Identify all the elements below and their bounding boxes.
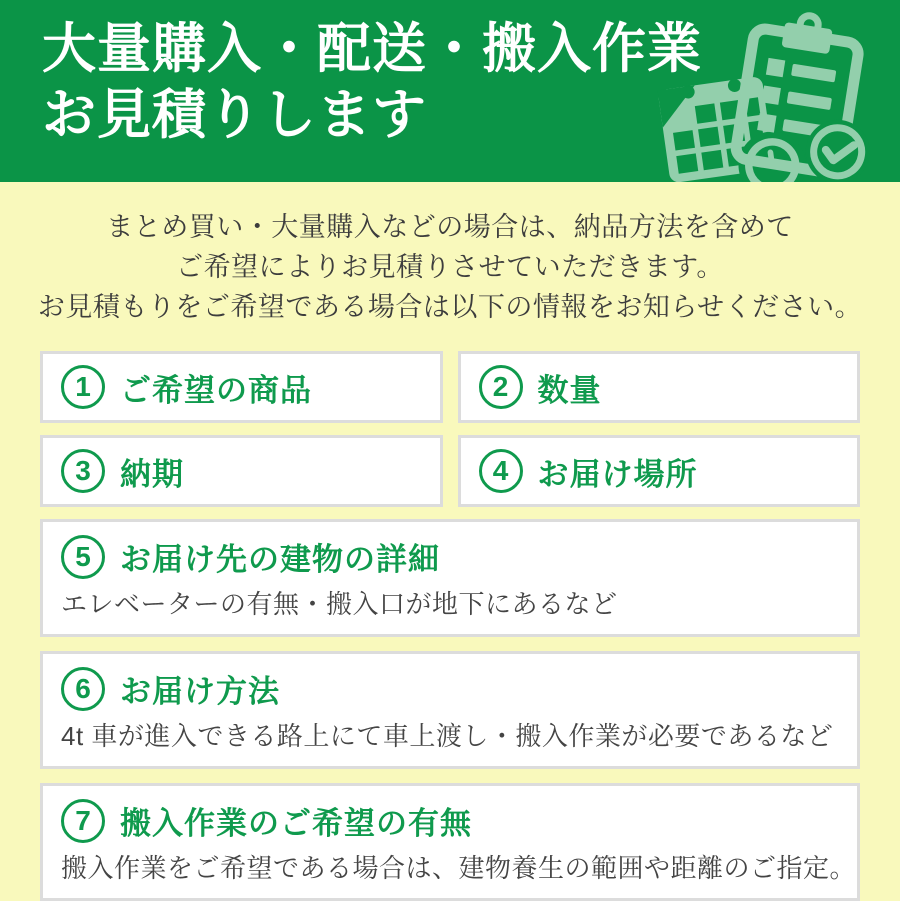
item-number-badge: 2 — [479, 365, 523, 409]
item-number-badge: 4 — [479, 449, 523, 493]
item-label: ご希望の商品 — [120, 372, 312, 408]
intro-line-3: お見積もりをご希望である場合は以下の情報をお知らせください。 — [37, 292, 863, 322]
item-note: 4t 車が進入できる路上にて車上渡し・搬入作業が必要であるなど — [61, 721, 834, 751]
item-label: お届け先の建物の詳細 — [120, 542, 440, 577]
clipboard-check-icon — [718, 1, 892, 182]
item-heading — [61, 666, 839, 711]
intro-line-2: ご希望によりお見積りさせていただきます。 — [176, 252, 724, 282]
item-label: 搬入作業のご希望の有無 — [120, 806, 472, 841]
intro-text — [0, 207, 900, 327]
item-box-delivery-method — [40, 651, 860, 769]
item-label: お届け場所 — [537, 456, 698, 492]
title-line-1: 大量購入・配送・搬入作業 — [42, 19, 702, 79]
row-1 — [40, 351, 860, 423]
item-box-desired-product — [40, 351, 443, 423]
item-box-delivery-location — [458, 435, 861, 507]
item-note: エレベーターの有無・搬入口が地下にあるなど — [61, 589, 618, 619]
item-label: お届け方法 — [120, 674, 280, 709]
row-2 — [40, 435, 860, 507]
item-box-building-details — [40, 519, 860, 637]
item-note: 搬入作業をご希望である場合は、建物養生の範囲や距離のご指定。 — [61, 853, 857, 883]
item-label: 納期 — [120, 456, 184, 492]
item-label: 数量 — [537, 372, 602, 408]
item-box-carry-in-work — [40, 783, 860, 901]
item-number-badge: 3 — [61, 449, 105, 493]
item-number-badge: 6 — [61, 667, 105, 711]
item-heading — [61, 534, 839, 579]
intro-line-1: まとめ買い・大量購入などの場合は、納品方法を含めて — [106, 212, 794, 242]
item-number-badge: 1 — [61, 365, 105, 409]
item-box-quantity — [458, 351, 861, 423]
item-number-badge: 7 — [61, 799, 105, 843]
item-box-delivery-date — [40, 435, 443, 507]
title-line-2: お見積りします — [42, 85, 427, 145]
item-number-badge: 5 — [61, 535, 105, 579]
requirements-list — [0, 351, 900, 901]
page-title — [42, 16, 702, 148]
header-banner — [0, 0, 900, 182]
item-heading — [61, 798, 839, 843]
